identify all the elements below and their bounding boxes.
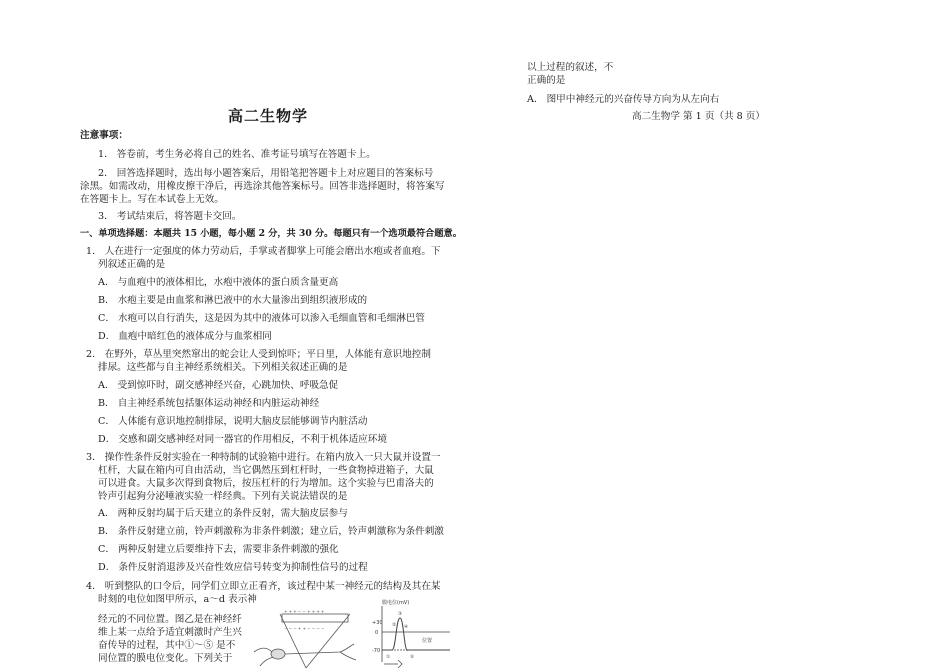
figure-b-y-zero: 0: [375, 630, 379, 636]
q3-stem-line2: 杠杆，大鼠在箱内可自由活动，当它偶然压到杠杆时，一些食物掉进箱子，大鼠: [98, 465, 434, 476]
q3-option-a: A． 两种反射均属于后天建立的条件反射，需大脑皮层参与: [98, 508, 348, 519]
figure-a-dendrite: [254, 648, 272, 652]
q1-option-a: A． 与血疱中的液体相比，水疱中液体的蛋白质含量更高: [98, 277, 339, 288]
page-footer: 高二生物学 第 1 页（共 8 页）: [632, 111, 765, 122]
notice-item-2-line2: 涂黑。如需改动，用橡皮擦干净后，再选涂其他答案标号。回答非选择题时，将答案写: [80, 181, 445, 192]
figure-b-label-4: ④: [404, 625, 409, 630]
figure-b-label-2: ②: [392, 623, 397, 628]
figure-b-stimulus-arrow: [384, 660, 402, 668]
q1-option-d: D． 血疱中暗红色的液体成分与血浆相同: [98, 331, 272, 342]
q4-stem-line6: 同位置的膜电位变化。下列关于: [98, 653, 233, 664]
figure-b-xlabel: 位置: [422, 638, 433, 644]
q4-stem-line5: 奋传导的过程，其中①～⑤ 是不: [98, 640, 236, 651]
q2-stem-line2: 排尿。这些都与自主神经系统相关。下列相关叙述正确的是: [98, 362, 348, 373]
figure-b-y-bottom: -70: [372, 648, 381, 654]
notice-item-2-line3: 在答题卡上。写在本试卷上无效。: [80, 194, 224, 205]
figure-b-label-3: ③: [398, 612, 403, 617]
figure-b-label-1: ①: [386, 655, 391, 660]
notice-item-3: 3． 考试结束后，将答题卡交回。: [98, 211, 242, 222]
q4-stem-line3: 经元的不同位置。图乙是在神经纤: [98, 614, 242, 625]
q3-option-d: D． 条件反射消退涉及兴奋性效应信号转变为抑制性信号的过程: [98, 562, 368, 573]
q2-stem-line1: 2． 在野外，草丛里突然窜出的蛇会让人受到惊吓；平日里，人体能有意识地控制: [86, 349, 431, 360]
figure-b-y-top: +30: [372, 620, 383, 626]
notice-heading: 注意事项：: [80, 130, 128, 141]
figure-a-membrane-segment: [282, 614, 348, 622]
q3-stem-line1: 3． 操作性条件反射实验在一种特制的试验箱中进行。在箱内放入一只大鼠并设置一: [86, 452, 441, 463]
q4-stem-line1: 4． 听到整队的口令后，同学们立即立正看齐，该过程中某一神经元的结构及其在某: [86, 581, 441, 592]
figure-a-neuron: [250, 606, 362, 671]
figure-a-axon-terminal: [340, 652, 356, 660]
q1-stem-line1: 1． 人在进行一定强度的体力劳动后，手掌或者脚掌上可能会磨出水疱或者血疱。下: [86, 246, 441, 257]
svg-text:+ + + − − + + + +: + + + − − + + + +: [284, 609, 325, 614]
figure-b-potential: [372, 598, 454, 671]
figure-b-label-5: ⑤: [410, 655, 415, 660]
q4-stem-line2: 时刻的电位如图甲所示，a～d 表示神: [98, 594, 257, 605]
q2-option-b: B． 自主神经系统包括躯体运动神经和内脏运动神经: [98, 398, 320, 409]
q2-option-a: A． 受到惊吓时，副交感神经兴奋，心跳加快、呼吸急促: [98, 380, 339, 391]
svg-text:− − − + + − − − −: − − − + + − − − −: [284, 626, 325, 631]
q1-option-b: B． 水疱主要是由血浆和淋巴液中的水大量渗出到组织液形成的: [98, 295, 368, 306]
figure-a-cell-body: [271, 649, 285, 659]
q3-option-c: C． 两种反射建立后要维持下去，需要非条件刺激的强化: [98, 544, 339, 555]
q3-stem-line3: 可以进食。大鼠多次得到食物后，按压杠杆的行为增加。这个实验与巴甫洛夫的: [98, 478, 434, 489]
q3-stem-line4: 铃声引起狗分泌唾液实验一样经典。下列有关说法错误的是: [98, 491, 348, 502]
right-col-line2: 正确的是: [527, 75, 566, 86]
q2-option-c: C． 人体能有意识地控制排尿，说明大脑皮层能够调节内脏活动: [98, 416, 368, 427]
page-title: 高二生物学: [228, 107, 309, 125]
figure-b-ylabel: 膜电位(mV): [382, 600, 410, 606]
q1-option-c: C． 水疱可以自行消失，这是因为其中的液体可以渗入毛细血管和毛细淋巴管: [98, 313, 425, 324]
q4-stem-line4: 维上某一点给予适宜刺激时产生兴: [98, 627, 242, 638]
right-col-option-a: A． 图甲中神经元的兴奋传导方向为从左向右: [527, 94, 720, 105]
right-col-line1: 以上过程的叙述，不: [527, 62, 614, 73]
notice-item-1: 1． 答卷前，考生务必将自己的姓名、准考证号填写在答题卡上。: [98, 149, 376, 160]
q1-stem-line2: 列叙述正确的是: [98, 259, 166, 270]
q3-option-b: B． 条件反射建立前，铃声刺激称为非条件刺激；建立后，铃声刺激称为条件刺激: [98, 526, 444, 537]
section-heading: 一、单项选择题：本题共 15 小题，每小题 2 分，共 30 分。每题只有一个选项最符合题意。: [80, 228, 462, 239]
notice-item-2-line1: 2． 回答选择题时，选出每小题答案后，用铅笔把答题卡上对应题目的答案标号: [98, 168, 434, 179]
q2-option-d: D． 交感和副交感神经对同一器官的作用相反，不利于机体适应环境: [98, 434, 387, 445]
